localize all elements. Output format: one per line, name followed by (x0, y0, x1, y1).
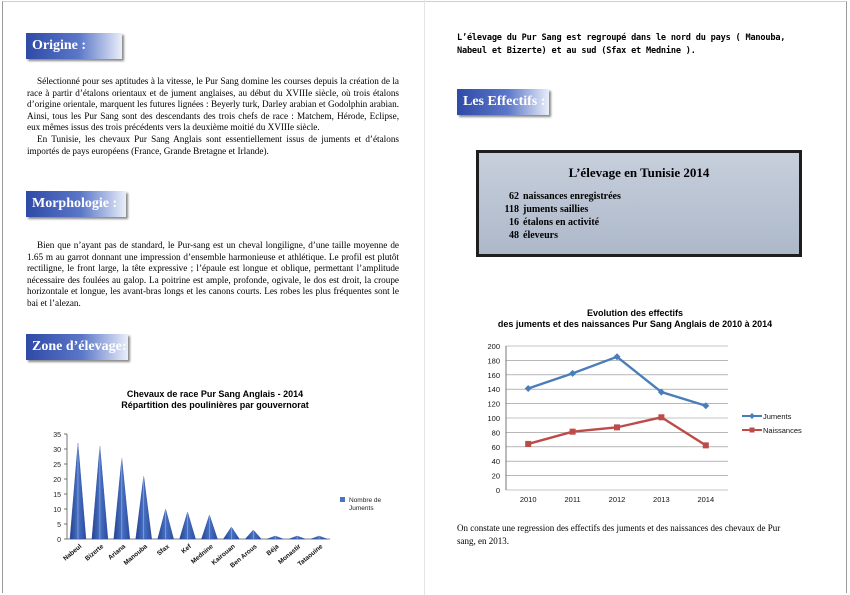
line-chart-title (470, 308, 800, 330)
zone-heading: Zone d’élevage: (26, 334, 128, 360)
x-tick-label: Manouba (122, 543, 149, 567)
x-tick-label: Sfax (155, 543, 171, 558)
data-point (614, 424, 620, 430)
morphologie-heading: Morphologie : (26, 191, 126, 217)
stats-row-number: 16 (509, 217, 519, 228)
x-tick-label: Nabeul (62, 543, 84, 563)
x-tick-label: Kairouan (210, 543, 237, 567)
effectifs-heading: Les Effectifs : (457, 89, 549, 115)
x-tick-label: Ben Arous (229, 543, 259, 570)
y-tick-label: 80 (491, 428, 500, 438)
line-chart-title-line1: Evolution des effectifs (586, 308, 684, 318)
stats-row-label: étalons en activité (523, 217, 600, 228)
stats-row (479, 204, 588, 215)
y-tick-label: 200 (487, 342, 500, 351)
x-tick-label: Tataouine (296, 543, 325, 568)
stats-row (479, 191, 621, 202)
stats-row (479, 230, 558, 241)
intro-text: L’élevage du Pur Sang est regroupé dans le nord du pays ( Manouba, Nabeul et Bizerte) et au sud (Sfax et Mednine ). (457, 33, 786, 56)
x-tick-label: Monastir (277, 543, 303, 566)
stats-row-number: 62 (509, 191, 519, 202)
x-tick-label: 2012 (608, 495, 626, 504)
stats-box-title: L’élevage en Tunisie 2014 (568, 165, 710, 180)
morphologie-paragraph: Bien que n’ayant pas de standard, le Pur-sang est un cheval longiligne, d’une taille moyenne de 1.65 m au garrot donnant une impression d’ensemble harmonieuse et athlétique. Le profil est plutôt rectiligne, le front large, la tête expressive ; l’épaule est longue et oblique, permettant l’amplitude nécessaire des foulées au galop. La poitrine est ample, profonde, ogivale, le dos est droit, la croupe horizontale et longue, les avant-bras longs et les canons courts. Les robes les plus fréquentes sont le bai et l’alezan. (27, 240, 399, 308)
y-tick-label: 5 (57, 522, 61, 529)
area-chart-title-line2: Répartition des poulinières par gouvernorat (121, 400, 309, 410)
y-tick-label: 120 (487, 399, 500, 409)
y-tick-label: 35 (53, 432, 61, 439)
y-tick-label: 180 (487, 356, 500, 366)
origine-heading: Origine : (26, 33, 122, 59)
page-fold (424, 0, 425, 595)
x-tick-label: Béja (265, 543, 281, 558)
y-tick-label: 100 (487, 414, 500, 423)
line-chart-title-line2: des juments et des naissances Pur Sang Anglais de 2010 à 2014 (497, 319, 773, 329)
data-point (658, 414, 664, 420)
y-tick-label: 60 (491, 442, 500, 452)
y-tick-label: 0 (57, 537, 61, 544)
x-tick-label: 2010 (519, 495, 537, 504)
stats-row-label: juments saillies (523, 204, 589, 215)
data-point (525, 385, 532, 392)
y-tick-label: 40 (491, 457, 500, 467)
x-tick-label: 2014 (697, 495, 715, 504)
x-tick-label: Mednine (190, 543, 215, 566)
y-tick-label: 10 (53, 507, 61, 514)
stats-box (476, 150, 802, 257)
data-point (570, 429, 576, 435)
y-tick-label: 20 (491, 471, 500, 481)
x-tick-label: 2013 (653, 495, 670, 504)
x-tick-label: Bizerte (84, 543, 106, 563)
y-tick-label: 15 (53, 492, 61, 499)
area-chart-title-line1: Chevaux de race Pur Sang Anglais - 2014 (126, 389, 304, 399)
stats-row-label: éleveurs (523, 230, 558, 241)
x-tick-label: Ariana (107, 543, 128, 562)
x-tick-label: Kef (180, 543, 193, 556)
series-line (528, 417, 706, 445)
area-chart-title (95, 389, 335, 411)
conclusion-text: On constate une regression des effectifs des juments et des naissances des chevaux de Pur sang, en 2013. (457, 523, 781, 546)
x-tick-label: 2011 (564, 495, 581, 504)
legend-swatch (340, 497, 345, 502)
stats-row-label: naissances enregistrées (523, 191, 621, 202)
stats-row-number: 48 (509, 230, 519, 241)
y-tick-label: 25 (53, 462, 61, 469)
y-tick-label: 160 (487, 370, 500, 380)
data-point (525, 441, 531, 447)
morphologie-text (27, 240, 399, 310)
y-tick-label: 140 (487, 385, 500, 395)
y-tick-label: 20 (53, 477, 61, 484)
line-chart (470, 338, 830, 510)
origine-paragraph-2: En Tunisie, les chevaux Pur Sang Anglais sont essentiellement issus de juments et d’étalons importés de pays européens (France, Grande Bretagne et Irlande). (27, 133, 399, 156)
area-chart (40, 425, 420, 585)
data-point (703, 442, 709, 448)
legend-label: Nombre de (349, 497, 382, 504)
y-tick-label: 0 (495, 486, 500, 495)
stats-row (479, 217, 599, 228)
data-point (569, 370, 576, 377)
origine-paragraph-1: Sélectionné pour ses aptitudes à la vitesse, le Pur Sang domine les courses depuis la création de la race à partir d’étalons orientaux et de jument anglaises, au début du XVIIIe siècle, où trois étalons d’origine orientale, marquent les futures lignées : Beyerly turk, Darley arabian et Godolphin arabian. Ainsi, tous les Pur Sang sont des descendants des trois chefs de race : Matchem, Hérode, Eclipse, eux mêmes issus des trois précédents vers la deuxième moitié du XVIIIe siècle. (27, 76, 399, 133)
stats-row-number: 118 (504, 204, 519, 215)
series-line (528, 357, 706, 406)
legend-label: Naissances (763, 426, 802, 435)
y-tick-label: 30 (53, 447, 61, 454)
origine-text (27, 76, 399, 157)
legend-marker (750, 428, 755, 433)
legend-label: Juments (763, 412, 792, 421)
legend-marker (749, 413, 755, 419)
legend-label: Juments (349, 505, 374, 512)
